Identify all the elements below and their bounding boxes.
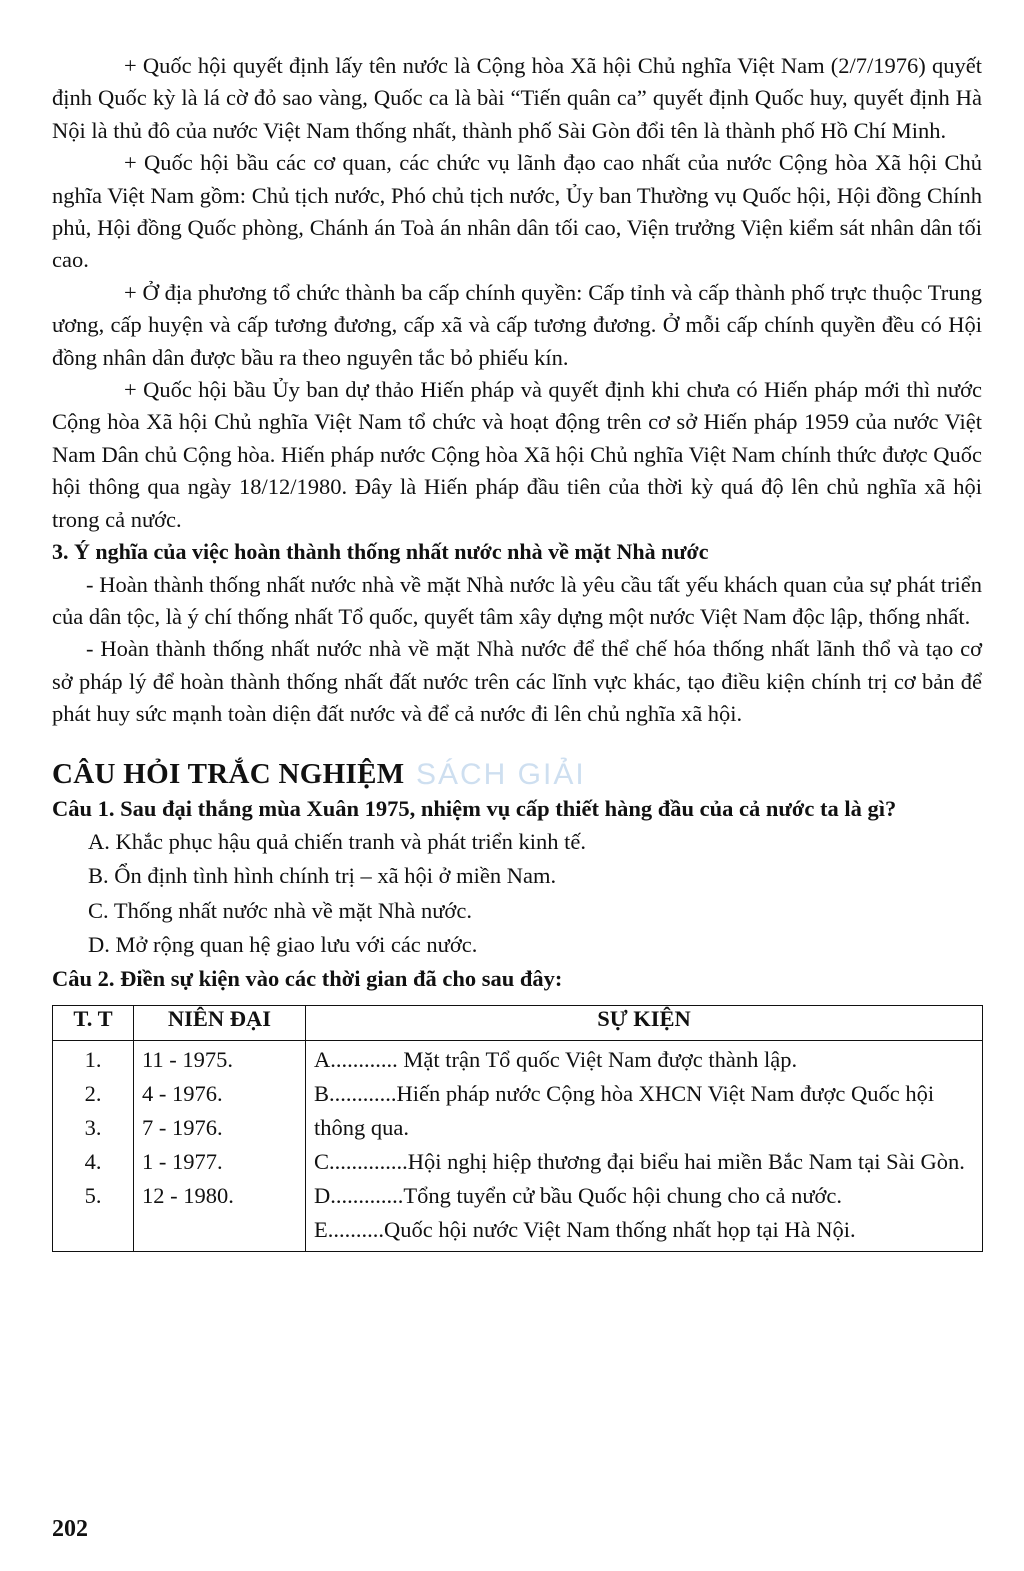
events-table [52,1005,983,1252]
paragraph-4: + Quốc hội bầu Ủy ban dự thảo Hiến pháp và quyết định khi chưa có Hiến pháp mới thì nước Cộng hòa Xã hội Chủ nghĩa Việt Nam tổ chức và hoạt động trên cơ sở Hiến pháp 1959 của nước Việt Nam Dân chủ Cộng hòa. Hiến pháp nước Cộng hòa Xã hội Chủ nghĩa Việt Nam chính thức được Quốc hội thông qua ngày 18/12/1980. Đây là Hiến pháp đầu tiên của thời kỳ quá độ lên chủ nghĩa xã hội trong cả nước. [52,377,982,532]
date-item: 4 - 1976. [142,1081,223,1107]
event-item: A............ Mặt trận Tổ quốc Việt Nam được thành lập. [314,1047,798,1073]
event-item: B............Hiến pháp nước Cộng hòa XHCN Việt Nam được Quốc hội thông qua. [314,1081,935,1141]
page-content [52,50,982,1252]
event-item: C..............Hội nghị hiệp thương đại biểu hai miền Bắc Nam tại Sài Gòn. [314,1149,965,1175]
header-su-kien: SỰ KIỆN [306,1006,983,1041]
tt-column [53,1041,134,1252]
question-1: Câu 1. Sau đại thắng mùa Xuân 1975, nhiệm vụ cấp thiết hàng đầu của cả nước ta là gì? [52,795,897,821]
quiz-title: CÂU HỎI TRẮC NGHIỆM [52,757,405,790]
watermark: SÁCH GIẢI [416,758,586,791]
event-item: E..........Quốc hội nước Việt Nam thống nhất họp tại Hà Nội. [314,1217,856,1243]
date-item: 1 - 1977. [142,1149,223,1175]
question-1-option-d: D. Mở rộng quan hệ giao lưu với các nước. [88,932,478,958]
date-item: 12 - 1980. [142,1183,234,1209]
su-kien-column [306,1041,983,1252]
section-3-item-1: - Hoàn thành thống nhất nước nhà về mặt Nhà nước là yêu cầu tất yếu khách quan của sự phát triển của dân tộc, là ý chí thống nhất Tổ quốc, quyết tâm xây dựng một nước Việt Nam độc lập, thống nhất. [52,571,982,629]
table-row [53,1041,983,1252]
paragraph-2: + Quốc hội bầu các cơ quan, các chức vụ lãnh đạo cao nhất của nước Cộng hòa Xã hội Chủ nghĩa Việt Nam gồm: Chủ tịch nước, Phó chủ tịch nước, Ủy ban Thường vụ Quốc hội, Hội đồng Chính phủ, Hội đồng Quốc phòng, Chánh án Toà án nhân dân tối cao, Viện trưởng Viện kiểm sát nhân dân tối cao. [52,150,982,273]
page-number: 202 [52,1516,88,1542]
question-1-option-c: C. Thống nhất nước nhà về mặt Nhà nước. [88,897,472,923]
tt-item: 5. [84,1183,102,1209]
section-3-heading: 3. Ý nghĩa của việc hoàn thành thống nhất nước nhà về mặt Nhà nước [52,539,709,565]
date-item: 11 - 1975. [142,1047,234,1073]
question-1-option-a: A. Khắc phục hậu quả chiến tranh và phát triển kinh tế. [88,828,586,854]
question-2: Câu 2. Điền sự kiện vào các thời gian đã cho sau đây: [52,965,563,991]
table-header-row [53,1006,983,1041]
nien-dai-column [134,1041,306,1252]
tt-item: 3. [84,1115,102,1141]
event-item: D.............Tổng tuyển cử bầu Quốc hội chung cho cả nước. [314,1183,843,1209]
question-1-option-b: B. Ổn định tình hình chính trị – xã hội ở miền Nam. [88,863,557,889]
header-tt: T. T [53,1006,134,1041]
section-3-item-2: - Hoàn thành thống nhất nước nhà về mặt Nhà nước để thể chế hóa thống nhất lãnh thổ và tạo cơ sở pháp lý để hoàn thành thống nhất đất nước trên các lĩnh vực khác, tạo điều kiện chính trị cơ bản để phát huy sức mạnh toàn diện đất nước và để cả nước đi lên chủ nghĩa xã hội. [52,636,982,727]
date-item: 7 - 1976. [142,1115,223,1141]
tt-item: 1. [84,1047,102,1073]
paragraph-3: + Ở địa phương tổ chức thành ba cấp chính quyền: Cấp tỉnh và cấp thành phố trực thuộc Trung ương, cấp huyện và cấp tương đương, cấp xã và cấp tương đương. Ở mỗi cấp chính quyền đều có Hội đồng nhân dân được bầu ra theo nguyên tắc bỏ phiếu kín. [52,279,982,370]
tt-item: 2. [84,1081,102,1107]
paragraph-1: + Quốc hội quyết định lấy tên nước là Cộng hòa Xã hội Chủ nghĩa Việt Nam (2/7/1976) quyết định Quốc kỳ là lá cờ đỏ sao vàng, Quốc ca là bài “Tiến quân ca” quyết định Quốc huy, quyết định Hà Nội là thủ đô của nước Việt Nam thống nhất, thành phố Sài Gòn đổi tên là thành phố Hồ Chí Minh. [52,53,982,143]
tt-item: 4. [84,1149,102,1175]
header-nien-dai: NIÊN ĐẠI [134,1006,306,1041]
